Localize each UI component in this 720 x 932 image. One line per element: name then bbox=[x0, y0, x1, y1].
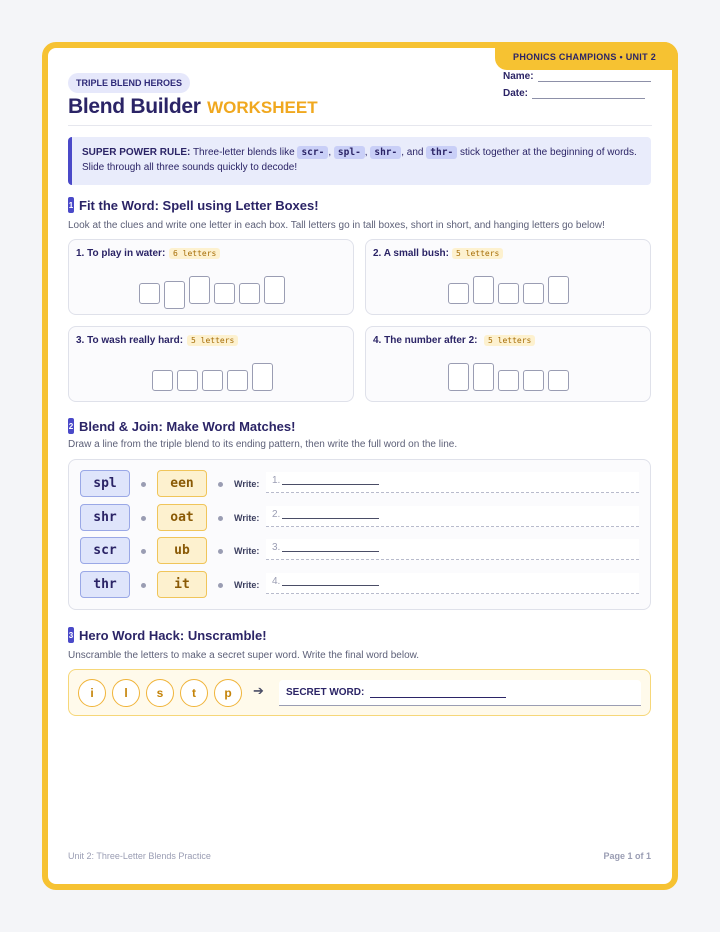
title-main: Blend Builder bbox=[68, 95, 201, 118]
section-1-instructions: Look at the clues and write one letter in each box. Tall letters go in tall boxes, short in short, and hanging letters go below! bbox=[68, 220, 605, 231]
blend-chip-shr: shr- bbox=[370, 146, 401, 159]
rule-sep: , and bbox=[401, 147, 424, 158]
name-label: Name: bbox=[503, 71, 534, 82]
section-2-heading bbox=[68, 418, 295, 434]
section-2-instructions: Draw a line from the triple blend to its ending pattern, then write the full word on the line. bbox=[68, 439, 458, 450]
match-dot[interactable] bbox=[218, 549, 223, 554]
section-title: Blend & Join: Make Word Matches! bbox=[79, 418, 296, 434]
page-title bbox=[68, 95, 318, 119]
match-dot[interactable] bbox=[141, 482, 146, 487]
write-blank bbox=[282, 585, 379, 586]
letter-box[interactable] bbox=[252, 363, 273, 391]
letter-box[interactable] bbox=[448, 363, 469, 391]
letter-box[interactable] bbox=[214, 283, 235, 304]
letter-box[interactable] bbox=[264, 276, 285, 304]
rule-text-3: words. Slide through all three sounds quickly to decode! bbox=[82, 147, 637, 173]
letter-box[interactable] bbox=[473, 363, 494, 391]
rule-sep: , bbox=[364, 147, 368, 158]
write-number: 2. bbox=[272, 509, 281, 520]
blend-tile[interactable]: spl bbox=[80, 470, 130, 497]
letter-count-tag: 5 letters bbox=[484, 335, 535, 346]
letter-box[interactable] bbox=[139, 283, 160, 304]
letter-box[interactable] bbox=[152, 370, 173, 391]
write-blank bbox=[282, 551, 379, 552]
letter-count-tag: 5 letters bbox=[187, 335, 238, 346]
letter-count-tag: 6 letters bbox=[169, 248, 220, 259]
section-number: 1 bbox=[68, 197, 74, 213]
section-number: 3 bbox=[68, 627, 74, 643]
write-label: Write: bbox=[234, 479, 260, 489]
rule-callout bbox=[68, 137, 651, 185]
scramble-letter: p bbox=[214, 679, 242, 707]
secret-word-field[interactable] bbox=[279, 680, 641, 706]
card-question: 2. A small bush: bbox=[373, 248, 449, 259]
letter-box[interactable] bbox=[498, 370, 519, 391]
scramble-letter: l bbox=[112, 679, 140, 707]
letter-box[interactable] bbox=[177, 370, 198, 391]
section-title: Fit the Word: Spell using Letter Boxes! bbox=[79, 197, 319, 213]
letter-count-tag: 5 letters bbox=[452, 248, 503, 259]
write-line[interactable] bbox=[266, 472, 639, 493]
rule-text-2: stick together at the beginning of bbox=[459, 147, 605, 158]
blend-tile[interactable]: thr bbox=[80, 571, 130, 598]
blend-chip-thr: thr- bbox=[426, 146, 457, 159]
write-blank bbox=[282, 484, 379, 485]
name-field[interactable] bbox=[503, 71, 651, 82]
write-label: Write: bbox=[234, 546, 260, 556]
letter-box[interactable] bbox=[202, 370, 223, 391]
blend-chip-scr: scr- bbox=[297, 146, 328, 159]
write-line[interactable] bbox=[266, 506, 639, 527]
letter-box-card-2 bbox=[365, 239, 651, 315]
write-number: 4. bbox=[272, 576, 281, 587]
blend-tile[interactable]: scr bbox=[80, 537, 130, 564]
letter-box[interactable] bbox=[523, 283, 544, 304]
letter-box[interactable] bbox=[164, 281, 185, 309]
ending-tile[interactable]: een bbox=[157, 470, 207, 497]
match-dot[interactable] bbox=[141, 549, 146, 554]
date-label: Date: bbox=[503, 88, 529, 99]
match-dot[interactable] bbox=[141, 516, 146, 521]
footer-unit: Unit 2: Three-Letter Blends Practice bbox=[68, 851, 211, 861]
match-dot[interactable] bbox=[218, 482, 223, 487]
letter-box[interactable] bbox=[473, 276, 494, 304]
letter-box[interactable] bbox=[227, 370, 248, 391]
write-line[interactable] bbox=[266, 539, 639, 560]
title-accent: WORKSHEET bbox=[207, 98, 318, 117]
blend-chip-spl: spl- bbox=[334, 146, 365, 159]
worksheet-page bbox=[42, 42, 678, 890]
letter-box[interactable] bbox=[548, 276, 569, 304]
rule-text-1: Three-letter blends like bbox=[192, 147, 295, 158]
ending-tile[interactable]: ub bbox=[157, 537, 207, 564]
ending-tile[interactable]: it bbox=[157, 571, 207, 598]
letter-box[interactable] bbox=[498, 283, 519, 304]
section-title: Hero Word Hack: Unscramble! bbox=[79, 627, 267, 643]
section-3-heading bbox=[68, 627, 267, 643]
match-dot[interactable] bbox=[218, 516, 223, 521]
scramble-letter: i bbox=[78, 679, 106, 707]
date-field[interactable] bbox=[503, 88, 645, 99]
match-dot[interactable] bbox=[218, 583, 223, 588]
scramble-letter: t bbox=[180, 679, 208, 707]
card-question: 3. To wash really hard: bbox=[76, 335, 184, 346]
letter-box[interactable] bbox=[523, 370, 544, 391]
name-line[interactable] bbox=[538, 72, 651, 82]
write-number: 1. bbox=[272, 475, 281, 486]
letter-box[interactable] bbox=[189, 276, 210, 304]
blend-tile[interactable]: shr bbox=[80, 504, 130, 531]
scramble-letter: s bbox=[146, 679, 174, 707]
write-label: Write: bbox=[234, 513, 260, 523]
section-3-instructions: Unscramble the letters to make a secret super word. Write the final word below. bbox=[68, 650, 420, 661]
match-dot[interactable] bbox=[141, 583, 146, 588]
header-divider bbox=[68, 125, 652, 126]
secret-word-label: SECRET WORD: bbox=[286, 687, 365, 698]
scramble-panel bbox=[68, 669, 651, 716]
arrow-right-icon: ➔ bbox=[253, 683, 264, 698]
write-blank bbox=[282, 518, 379, 519]
rule-sep: , bbox=[328, 147, 332, 158]
rule-label: SUPER POWER RULE: bbox=[82, 147, 191, 158]
letter-box-card-4 bbox=[365, 326, 651, 402]
write-label: Write: bbox=[234, 580, 260, 590]
series-badge: TRIPLE BLEND HEROES bbox=[68, 73, 190, 93]
section-number: 2 bbox=[68, 418, 74, 434]
match-panel bbox=[68, 459, 651, 610]
unit-tab: PHONICS CHAMPIONS • UNIT 2 bbox=[495, 42, 678, 70]
letter-box[interactable] bbox=[239, 283, 260, 304]
ending-tile[interactable]: oat bbox=[157, 504, 207, 531]
write-number: 3. bbox=[272, 542, 281, 553]
card-question: 1. To play in water: bbox=[76, 248, 166, 259]
letter-box[interactable] bbox=[448, 283, 469, 304]
date-line[interactable] bbox=[532, 89, 645, 99]
letter-box-card-3 bbox=[68, 326, 354, 402]
letter-box[interactable] bbox=[548, 370, 569, 391]
card-question: 4. The number after 2: bbox=[373, 335, 478, 346]
secret-word-blank[interactable] bbox=[370, 697, 506, 698]
write-line[interactable] bbox=[266, 573, 639, 594]
footer-page: Page 1 of 1 bbox=[603, 851, 651, 861]
letter-box-card-1 bbox=[68, 239, 354, 315]
section-1-heading bbox=[68, 197, 319, 213]
